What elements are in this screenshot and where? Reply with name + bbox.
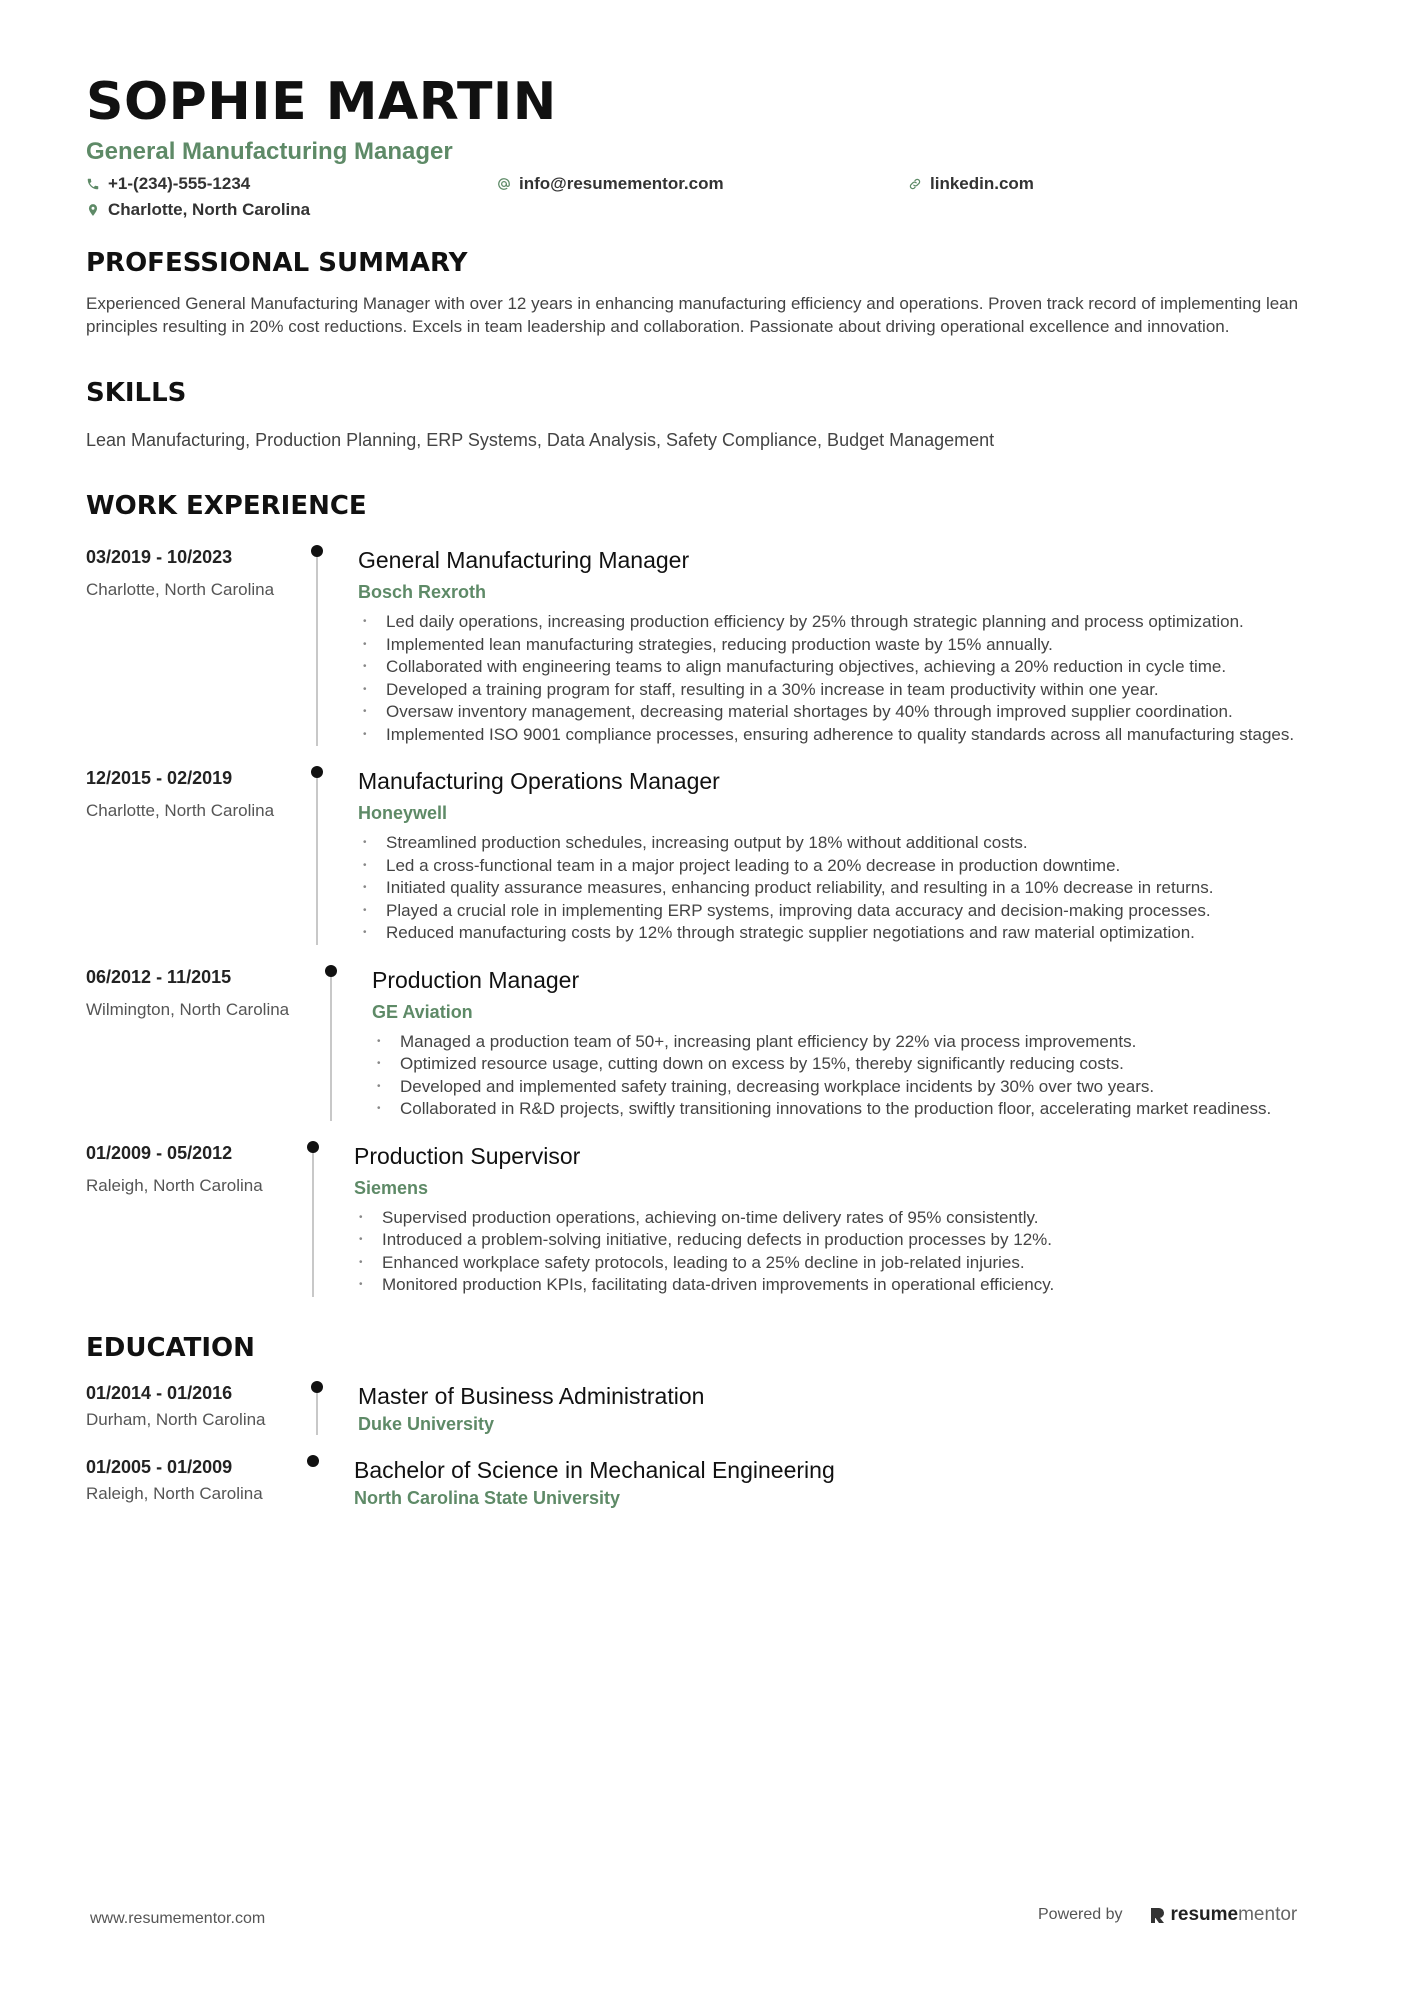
skills-text: Lean Manufacturing, Production Planning, ERP Systems, Data Analysis, Safety Compliance, Budget Management (86, 430, 995, 450)
job-bullet: • Played a crucial role in implementing ERP systems, improving data accuracy and decision-making processes. (358, 900, 1336, 923)
job-meta (86, 1143, 312, 1297)
at-icon (497, 177, 511, 191)
job-bullet: • Implemented ISO 9001 compliance processes, ensuring adherence to quality standards across all manufacturing stages. (358, 724, 1336, 747)
skills-heading: SKILLS (86, 378, 187, 408)
education-details (314, 1457, 1336, 1509)
job-dates: 06/2012 - 11/2015 (86, 966, 232, 987)
job-meta (86, 967, 330, 1121)
job-details (318, 768, 1336, 945)
job-bullet: • Led a cross-functional team in a major project leading to a 20% decrease in production downtime. (358, 855, 1336, 878)
brand-logo[interactable] (1149, 1904, 1298, 1926)
contact-info (86, 174, 1336, 226)
job-bullet: • Reduced manufacturing costs by 12% through strategic supplier negotiations and raw material optimization. (358, 922, 1336, 945)
education-entry (86, 1383, 1336, 1435)
job-meta (86, 768, 316, 945)
summary-text: Experienced General Manufacturing Manager with over 12 years in enhancing manufacturing efficiency and operations. Proven track record of implementing lean principles resulting in 20% cost reductions. Excels in team leadership and collaboration. Passionate about driving operational excellence and innovation. (86, 294, 1299, 336)
timeline-line (312, 1143, 314, 1297)
job-details (314, 1143, 1336, 1297)
job-bullet: • Developed and implemented safety training, decreasing workplace incidents by 30% over two years. (372, 1076, 1336, 1099)
powered-by-text: Powered by (1038, 1906, 1123, 1923)
summary-heading: PROFESSIONAL SUMMARY (86, 248, 468, 278)
job-bullet: • Streamlined production schedules, increasing output by 18% without additional costs. (358, 832, 1336, 855)
education-location: Durham, North Carolina (86, 1409, 266, 1429)
timeline-dot (325, 965, 337, 977)
timeline-dot (311, 1381, 323, 1393)
job-bullet: • Managed a production team of 50+, increasing plant efficiency by 22% via process improvements. (372, 1031, 1336, 1054)
job-bullet: • Implemented lean manufacturing strategies, reducing production waste by 15% annually. (358, 634, 1336, 657)
map-pin-icon (86, 203, 100, 217)
timeline-dot (311, 766, 323, 778)
job-dates: 03/2019 - 10/2023 (86, 547, 233, 567)
job-role: Production Supervisor (354, 1142, 581, 1169)
job-details (318, 547, 1336, 746)
location-text: Charlotte, North Carolina (108, 200, 311, 219)
job-dates: 01/2009 - 05/2012 (86, 1142, 233, 1163)
job-bullet: • Introduced a problem-solving initiative, reducing defects in production processes by 12%. (354, 1229, 1336, 1252)
job-entry (86, 768, 1336, 945)
candidate-name: SOPHIE MARTIN (86, 72, 557, 132)
job-bullet: • Initiated quality assurance measures, enhancing product reliability, and resulting in a 10% decrease in returns. (358, 877, 1336, 900)
education-entry (86, 1457, 1336, 1509)
education-degree: Bachelor of Science in Mechanical Engineering (354, 1456, 835, 1483)
contact-phone[interactable] (86, 174, 250, 194)
job-bullets (358, 611, 1336, 746)
phone-icon (86, 177, 100, 191)
education-degree: Master of Business Administration (358, 1382, 705, 1409)
job-bullet: • Optimized resource usage, cutting down on excess by 15%, thereby significantly reducing costs. (372, 1053, 1336, 1076)
job-role: Production Manager (372, 966, 580, 993)
job-role: Manufacturing Operations Manager (358, 768, 720, 794)
job-company: Honeywell (358, 803, 448, 823)
education-dates: 01/2014 - 01/2016 (86, 1382, 233, 1403)
job-entry (86, 1143, 1336, 1297)
job-location: Wilmington, North Carolina (86, 999, 290, 1019)
job-bullet: • Collaborated with engineering teams to align manufacturing objectives, achieving a 20% reduction in cycle time. (358, 656, 1336, 679)
timeline-line (316, 1383, 318, 1435)
job-bullet: • Supervised production operations, achieving on-time delivery rates of 95% consistently. (354, 1207, 1336, 1230)
timeline-line (312, 1457, 314, 1509)
education-heading: EDUCATION (86, 1332, 255, 1363)
timeline-dot (307, 1455, 319, 1467)
job-entry (86, 967, 1336, 1121)
resume-page (86, 70, 1336, 1509)
job-bullets (358, 832, 1336, 945)
footer-powered (1038, 1904, 1297, 1926)
education-school: Duke University (358, 1413, 495, 1434)
education-dates: 01/2005 - 01/2009 (86, 1456, 233, 1477)
skills-section (86, 378, 1336, 451)
contact-location (86, 200, 310, 220)
timeline-line (316, 547, 318, 746)
job-company: GE Aviation (372, 1001, 473, 1022)
job-bullet: • Oversaw inventory management, decreasing material shortages by 40% through improved supplier coordination. (358, 701, 1336, 724)
contact-email[interactable] (497, 174, 724, 194)
contact-linkedin[interactable] (908, 174, 1034, 194)
job-bullet: • Monitored production KPIs, facilitating data-driven improvements in operational efficiency. (354, 1274, 1336, 1297)
job-entry (86, 547, 1336, 746)
summary-section (86, 248, 1336, 338)
job-location: Charlotte, North Carolina (86, 801, 275, 820)
education-details (318, 1383, 1336, 1435)
job-location: Charlotte, North Carolina (86, 580, 275, 599)
experience-section (86, 491, 1336, 1297)
footer-website[interactable]: www.resumementor.com (90, 1910, 266, 1927)
phone-text: +1-(234)-555-1234 (108, 174, 251, 193)
candidate-title: General Manufacturing Manager (86, 138, 453, 165)
job-details (332, 967, 1336, 1121)
timeline-line (330, 967, 332, 1121)
job-company: Siemens (354, 1177, 429, 1198)
brand-light: mentor (1238, 1904, 1298, 1925)
job-bullet: • Led daily operations, increasing production efficiency by 25% through strategic planning and process optimization. (358, 611, 1336, 634)
education-meta (86, 1457, 312, 1509)
job-bullets (372, 1031, 1336, 1121)
timeline-dot (311, 545, 323, 557)
job-meta (86, 547, 316, 746)
timeline-line (316, 768, 318, 945)
job-location: Raleigh, North Carolina (86, 1175, 263, 1195)
job-company: Bosch Rexroth (358, 582, 487, 602)
email-text: info@resumementor.com (519, 174, 724, 193)
job-bullet: • Enhanced workplace safety protocols, leading to a 25% decline in job-related injuries. (354, 1252, 1336, 1275)
job-bullet: • Developed a training program for staff, resulting in a 30% increase in team productivity within one year. (358, 679, 1336, 702)
job-bullet: • Collaborated in R&D projects, swiftly transitioning innovations to the production floor, accelerating market readiness. (372, 1098, 1336, 1121)
education-school: North Carolina State University (354, 1487, 621, 1508)
job-dates: 12/2015 - 02/2019 (86, 768, 233, 788)
job-bullets (354, 1207, 1336, 1297)
experience-heading: WORK EXPERIENCE (86, 491, 367, 521)
education-location: Raleigh, North Carolina (86, 1483, 263, 1503)
brand-bold: resume (1170, 1904, 1239, 1925)
education-meta (86, 1383, 316, 1435)
timeline-dot (307, 1141, 319, 1153)
brand-icon (1149, 1906, 1165, 1924)
job-role: General Manufacturing Manager (358, 547, 690, 573)
link-icon (908, 177, 922, 191)
education-section (86, 1333, 1336, 1509)
linkedin-text: linkedin.com (930, 174, 1034, 193)
